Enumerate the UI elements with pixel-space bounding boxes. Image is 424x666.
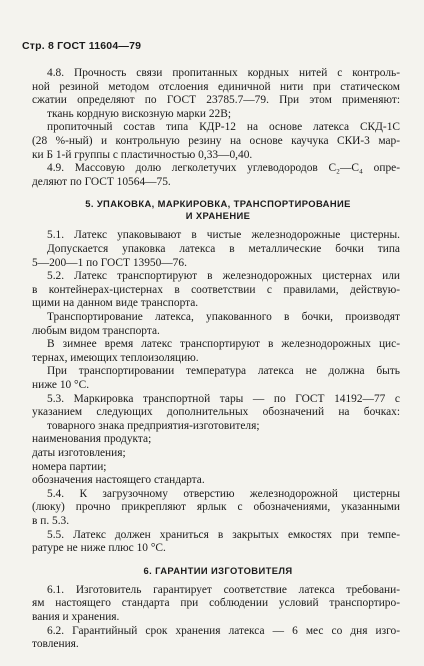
paragraph-line: в п. 5.3. [32, 515, 70, 527]
paragraph-line: При транспортировании температура латекса не должна быть [47, 365, 400, 378]
paragraph-line: ной резиной методом отслоения единичной нити при статическом [32, 80, 400, 93]
page-header: Стр. 8 ГОСТ 11604—79 [22, 40, 142, 52]
paragraph-line: 6.2. Гарантийный срок хранения латекса — 6 мес со дня изго- [47, 624, 400, 637]
paragraph-line: обозначения настоящего стандарта. [32, 474, 205, 487]
paragraph-line: 4.8. Прочность связи пропитанных кордных нитей с контроль- [47, 67, 400, 79]
paragraph-line: 5.3. Маркировка транспортной тары — по ГОСТ 14192—77 с [47, 392, 400, 405]
paragraph-line: 4.9. Массовую долю легколетучих углеводородов C₂—C₄ опре- [47, 162, 400, 175]
paragraph-line: вания и хранения. [32, 611, 120, 623]
paragraph-line: 5.4. К загрузочному отверстию железнодорожной цистерны [47, 487, 400, 500]
paragraph-line: 5.2. Латекс транспортируют в железнодорожных цистернах или [47, 270, 400, 283]
paragraph-line: ям настоящего стандарта при соблюдении условий транспортиро- [32, 597, 400, 610]
section-heading: И ХРАНЕНИЕ [185, 210, 251, 222]
paragraph-line: ки Б 1-й группы с пластичностью 0,33—0,40. [32, 148, 253, 161]
paragraph-line: (люку) прочно прикрепляют ярлык с обозначениями, указанными [32, 501, 400, 514]
paragraph-line: 5.1. Латекс упаковывают в чистые железнодорожные цистерны. [47, 229, 400, 242]
paragraph-line: в контейнерах-цистернах в соответствии с правилами, действую- [32, 283, 400, 296]
paragraph-line: 5.5. Латекс должен храниться в закрытых емкостях при темпе- [47, 528, 400, 541]
paragraph-line: даты изготовления; [32, 447, 126, 459]
paragraph-line: ратуре не ниже плюс 10 °C. [32, 542, 166, 555]
paragraph-line: указанием следующих дополнительных обозначений на бочках: [32, 406, 400, 419]
paragraph-line: деляют по ГОСТ 10564—75. [32, 175, 171, 188]
paragraph-line: ниже 10 °C. [32, 379, 90, 391]
paragraph-line: щими на данном виде транспорта. [32, 297, 199, 310]
paragraph-line: товления. [32, 638, 79, 651]
paragraph-line: 5—200—1 по ГОСТ 13950—76. [32, 256, 187, 269]
paragraph-line: номера партии; [32, 460, 107, 473]
paragraph-line: Допускается упаковка латекса в металлические бочки типа [47, 243, 400, 255]
paragraph-line: сжатии определяют по ГОСТ 23785.7—79. При этом применяют: [32, 94, 400, 107]
paragraph-line: любым видом транспорта. [32, 324, 160, 337]
paragraph-line: ткань кордную вискозную марки 22В; [47, 107, 232, 120]
paragraph-line: Транспортирование латекса, упакованного в бочки, производят [47, 311, 400, 323]
section-heading: 5. УПАКОВКА, МАРКИРОВКА, ТРАНСПОРТИРОВАНИЕ [85, 198, 351, 210]
paragraph-line: пропиточный состав типа КДР-12 на основе латекса СКД-1С [47, 121, 400, 134]
paragraph-line: тернах, имеющих теплоизоляцию. [32, 351, 199, 364]
section-heading: 6. ГАРАНТИИ ИЗГОТОВИТЕЛЯ [143, 564, 293, 576]
paragraph-line: В зимнее время латекс транспортируют в железнодорожных цис- [47, 338, 400, 351]
paragraph-line: (28 %-ный) и контрольную резину на основе каучука СКИ-3 мар- [32, 135, 400, 147]
paragraph-line: наименования продукта; [32, 433, 152, 446]
paragraph-line: 6.1. Изготовитель гарантирует соответствие латекса требовани- [47, 583, 400, 596]
paragraph-line: товарного знака предприятия-изготовителя; [47, 419, 260, 432]
